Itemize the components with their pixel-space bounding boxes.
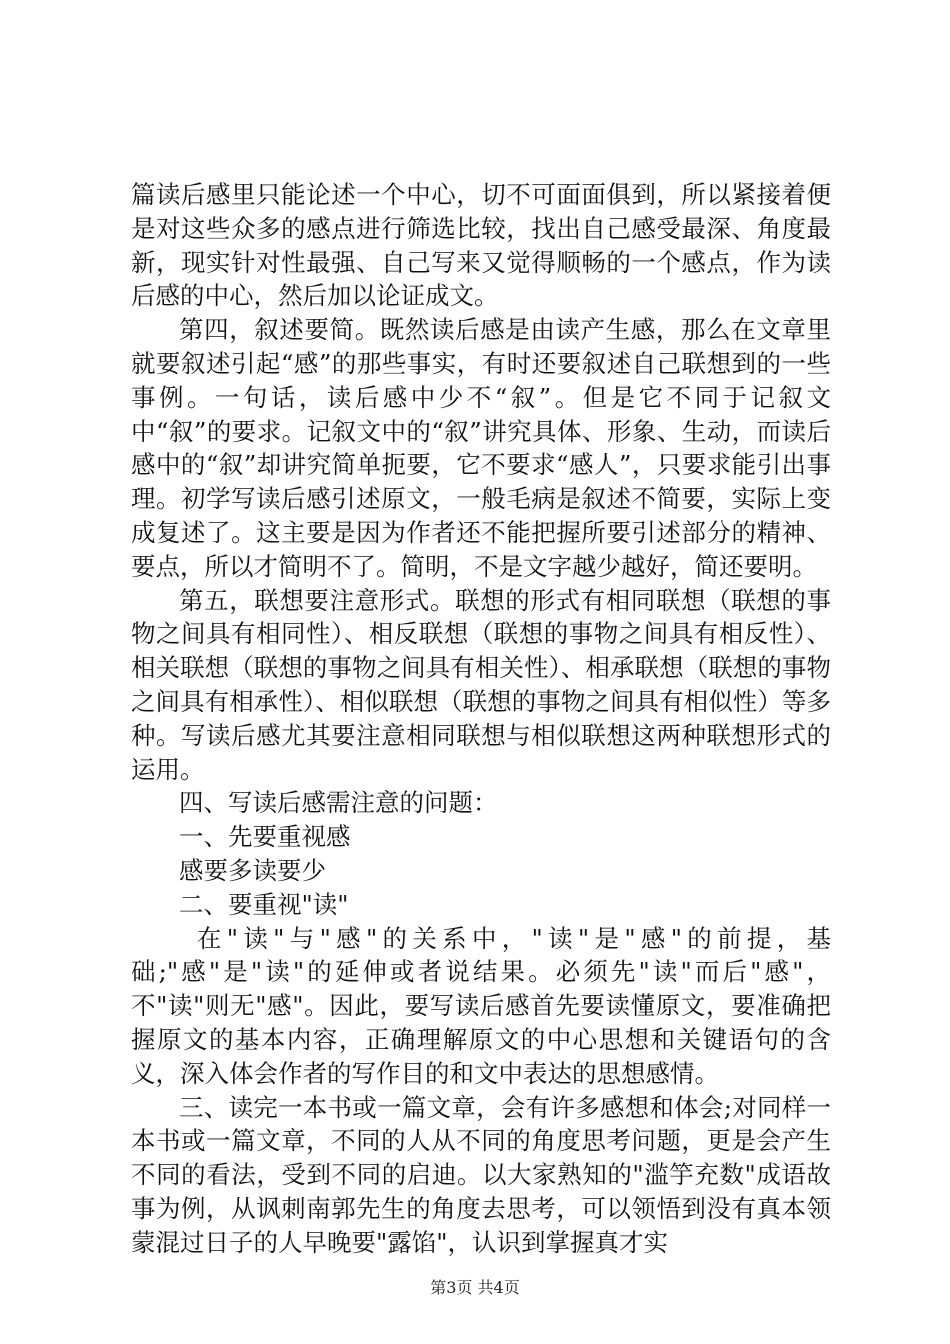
paragraph-fourth-point: 第四，叙述要简。既然读后感是由读产生感，那么在文章里就要叙述引起“感”的那些事实，有时还要叙述自己联想到的一些事例。一句话，读后感中少不“叙”。但是它不同于记叙文中“叙”的要求。记叙文中的“叙”讲究具体、形象、生动，而读后感中的“叙”却讲究简单扼要，它不要求“感人”，只要求能引出事理。初学写读后感引述原文，一般毛病是叙述不简要，实际上变成复述了。这主要是因为作者还不能把握所要引述部分的精神、要点，所以才简明不了。简明，不是文字越少越好，简还要明。 bbox=[131, 315, 831, 581]
paragraph-read-and-feel: 在"读"与"感"的关系中，"读"是"感"的前提，基础;"感"是"读"的延伸或者说结果。必须先"读"而后"感"，不"读"则无"感"。因此，要写读后感首先要读懂原文，要准确把握原文的基本内容，正确理解原文的中心思想和关键语句的含义，深入体会作者的写作目的和文中表达的思想感情。 bbox=[131, 923, 831, 1088]
paragraph-continued: 篇读后感里只能论述一个中心，切不可面面俱到，所以紧接着便是对这些众多的感点进行筛选比较，找出自己感受最深、角度最新，现实针对性最强、自己写来又觉得顺畅的一个感点，作为读后感的中心，然后加以论证成文。 bbox=[131, 180, 831, 311]
item-heading-one: 一、先要重视感 bbox=[179, 822, 351, 852]
paragraph-item-three: 三、读完一本书或一篇文章，会有许多感想和体会;对同样一本书或一篇文章，不同的人从不同的角度思考问题，更是会产生不同的看法，受到不同的启迪。以大家熟知的"滥竽充数"成语故事为例，从讽刺南郭先生的角度去思考，可以领悟到没有真本领蒙混过日子的人早晚要"露馅"，认识到掌握真才实 bbox=[131, 1092, 831, 1257]
section-heading-four: 四、写读后感需注意的问题： bbox=[179, 788, 498, 818]
document-body bbox=[131, 178, 831, 1260]
item-heading-two: 二、要重视"读" bbox=[179, 889, 349, 919]
page-footer: 第3页 共4页 bbox=[430, 1278, 520, 1297]
item-subline: 感要多读要少 bbox=[179, 855, 326, 885]
paragraph-fifth-point: 第五，联想要注意形式。联想的形式有相同联想（联想的事物之间具有相同性）、相反联想（联想的事物之间具有相反性）、相关联想（联想的事物之间具有相关性）、相承联想（联想的事物之间具有相承性）、相似联想（联想的事物之间具有相似性）等多种。写读后感尤其要注意相同联想与相似联想这两种联想形式的运用。 bbox=[131, 585, 831, 784]
